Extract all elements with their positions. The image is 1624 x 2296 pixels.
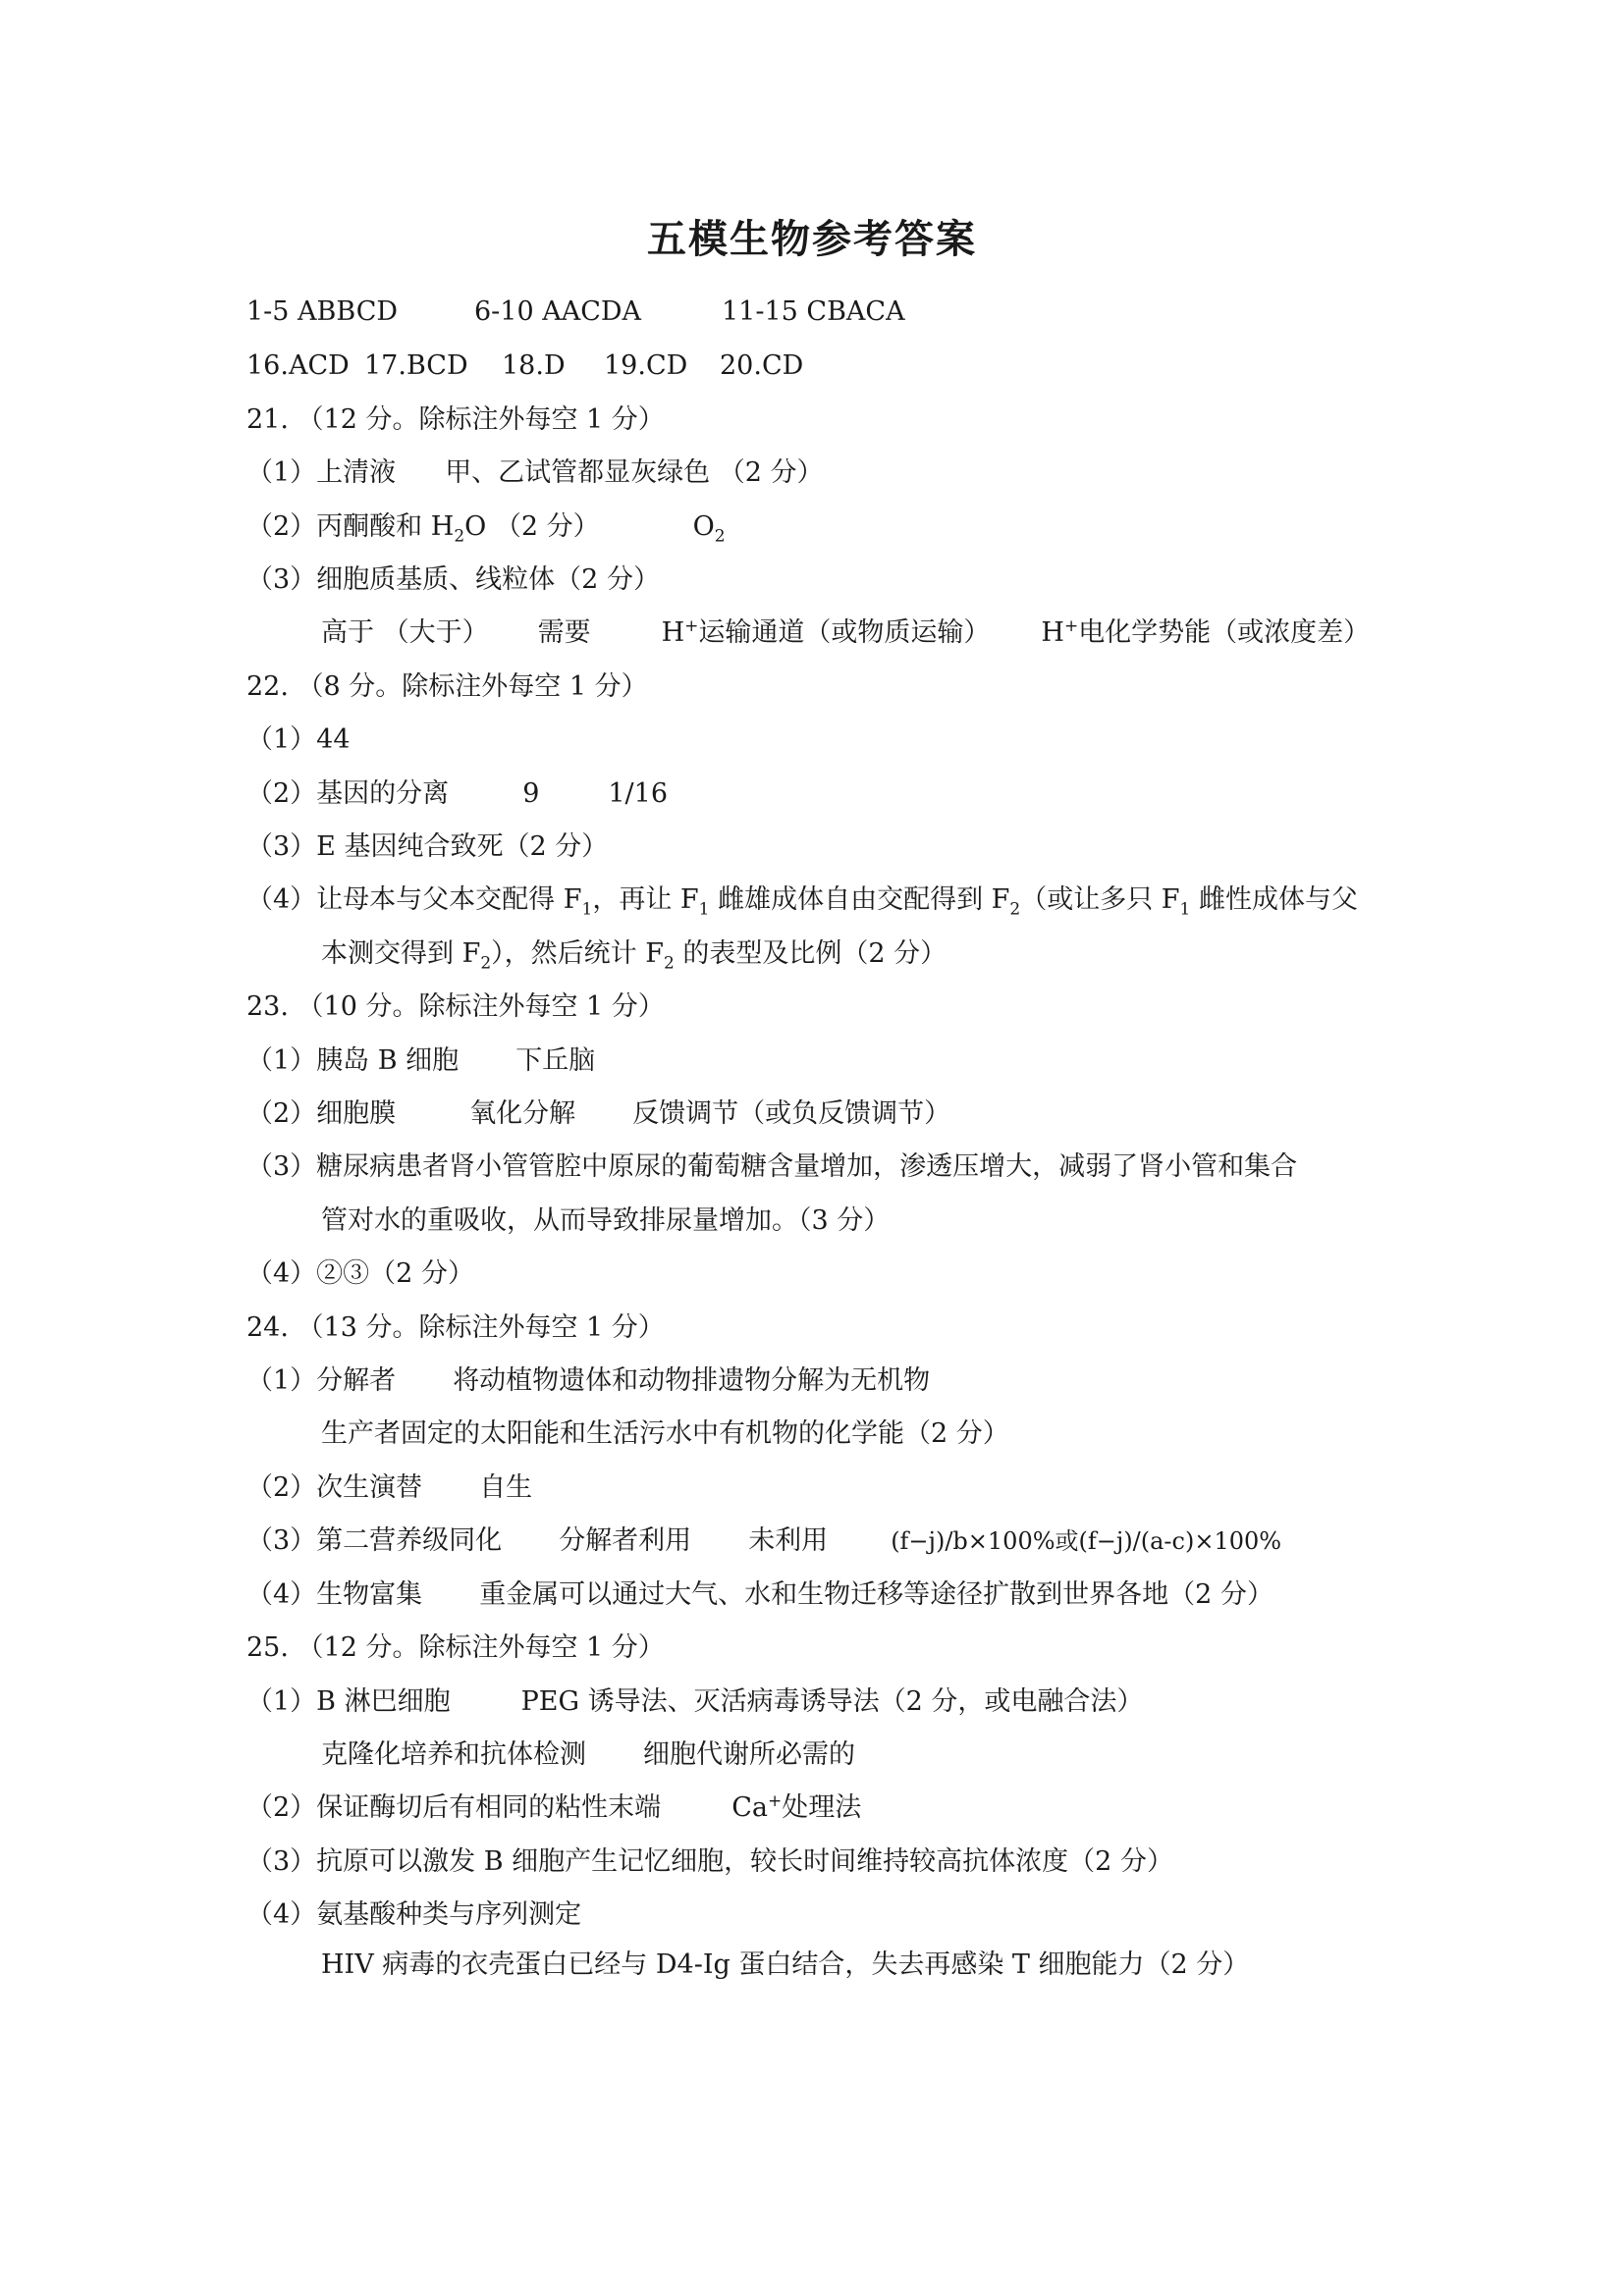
q25-answer-3: （3）抗原可以激发 B 细胞产生记忆细胞，较长时间维持较高抗体浓度（2 分） (246, 1846, 1173, 1877)
q23-heading: 23. （10 分。除标注外每空 1 分） (246, 991, 665, 1022)
q25-answer-4: （4）氨基酸种类与序列测定 (246, 1899, 582, 1930)
mc-answer: 6-10 AACDA (474, 296, 642, 327)
q21-answer-3b: 高于 （大于） 需要 H+运输通道（或物质运输） H+电化学势能（或浓度差） (321, 616, 1371, 648)
mc-answer: 18.D (502, 350, 566, 381)
q21-answer-3: （3）细胞质基质、线粒体（2 分） (246, 564, 660, 595)
q24-answer-4: （4）生物富集 重金属可以通过大气、水和生物迁移等途径扩散到世界各地（2 分） (246, 1579, 1273, 1610)
q22-answer-3: （3）E 基因纯合致死（2 分） (246, 831, 609, 862)
mc-answer: 1-5 ABBCD (246, 296, 399, 327)
mc-answer: 19.CD (604, 350, 688, 381)
q24-heading: 24. （13 分。除标注外每空 1 分） (246, 1312, 665, 1343)
q23-answer-3b: 管对水的重吸收，从而导致排尿量增加。（3 分） (321, 1205, 891, 1236)
q23-answer-2: （2）细胞膜 氧化分解 反馈调节（或负反馈调节） (246, 1098, 951, 1129)
q23-answer-4: （4）②③（2 分） (246, 1258, 474, 1289)
q22-heading: 22. （8 分。除标注外每空 1 分） (246, 671, 648, 702)
q22-answer-4b: 本测交得到 $F_2$），然后统计 $F_2$ 的表型及比例（2 分） (321, 938, 947, 974)
q25-answer-2: （2）保证酶切后有相同的粘性末端 Ca+处理法 (246, 1791, 862, 1823)
mc-row-2 (246, 347, 803, 386)
q22-answer-4: （4）让母本与父本交配得 $F_1$，再让 $F_1$ 雌雄成体自由交配得到 $F_2$（或让多只 $F_1$ 雌性成体与父 (246, 884, 1358, 920)
q25-heading: 25. （12 分。除标注外每空 1 分） (246, 1632, 665, 1663)
q24-answer-1b: 生产者固定的太阳能和生活污水中有机物的化学能（2 分） (321, 1418, 1009, 1449)
page-title: 五模生物参考答案 (647, 216, 977, 262)
q25-answer-1b: 克隆化培养和抗体检测 细胞代谢所必需的 (321, 1739, 855, 1770)
mc-answer: 20.CD (720, 350, 804, 381)
mc-answer: 16.ACD (246, 350, 350, 381)
q23-answer-1: （1）胰岛 B 细胞 下丘脑 (246, 1045, 596, 1076)
q24-answer-1: （1）分解者 将动植物遗体和动物排遗物分解为无机物 (246, 1365, 931, 1396)
q21-answer-2: （2）丙酮酸和 $H_2O$ （2 分） $O_2$ (246, 511, 726, 547)
q24-answer-3: （3）第二营养级同化 分解者利用 未利用 (f−j)/b×100%或(f−j)/(a-c)×100% (246, 1525, 1282, 1556)
mc-answer: 17.BCD (364, 350, 468, 381)
q25-answer-4b: HIV 病毒的衣壳蛋白已经与 D4-Ig 蛋白结合，失去再感染 T 细胞能力（2 分） (321, 1949, 1250, 1980)
q21-heading: 21. （12 分。除标注外每空 1 分） (246, 404, 665, 435)
mc-row-1 (246, 293, 905, 332)
q25-answer-1: （1）B 淋巴细胞 PEG 诱导法、灭活病毒诱导法（2 分，或电融合法） (246, 1686, 1144, 1717)
q23-answer-3: （3）糖尿病患者肾小管管腔中原尿的葡萄糖含量增加，渗透压增大，减弱了肾小管和集合 (246, 1151, 1298, 1182)
q24-answer-2: （2）次生演替 自生 (246, 1472, 533, 1503)
mc-answer: 11-15 CBACA (722, 296, 905, 327)
q22-answer-2: （2）基因的分离 9 1/16 (246, 778, 669, 809)
q21-answer-1: （1）上清液 甲、乙试管都显灰绿色 （2 分） (246, 457, 824, 488)
q22-answer-1: （1）44 (246, 724, 351, 755)
